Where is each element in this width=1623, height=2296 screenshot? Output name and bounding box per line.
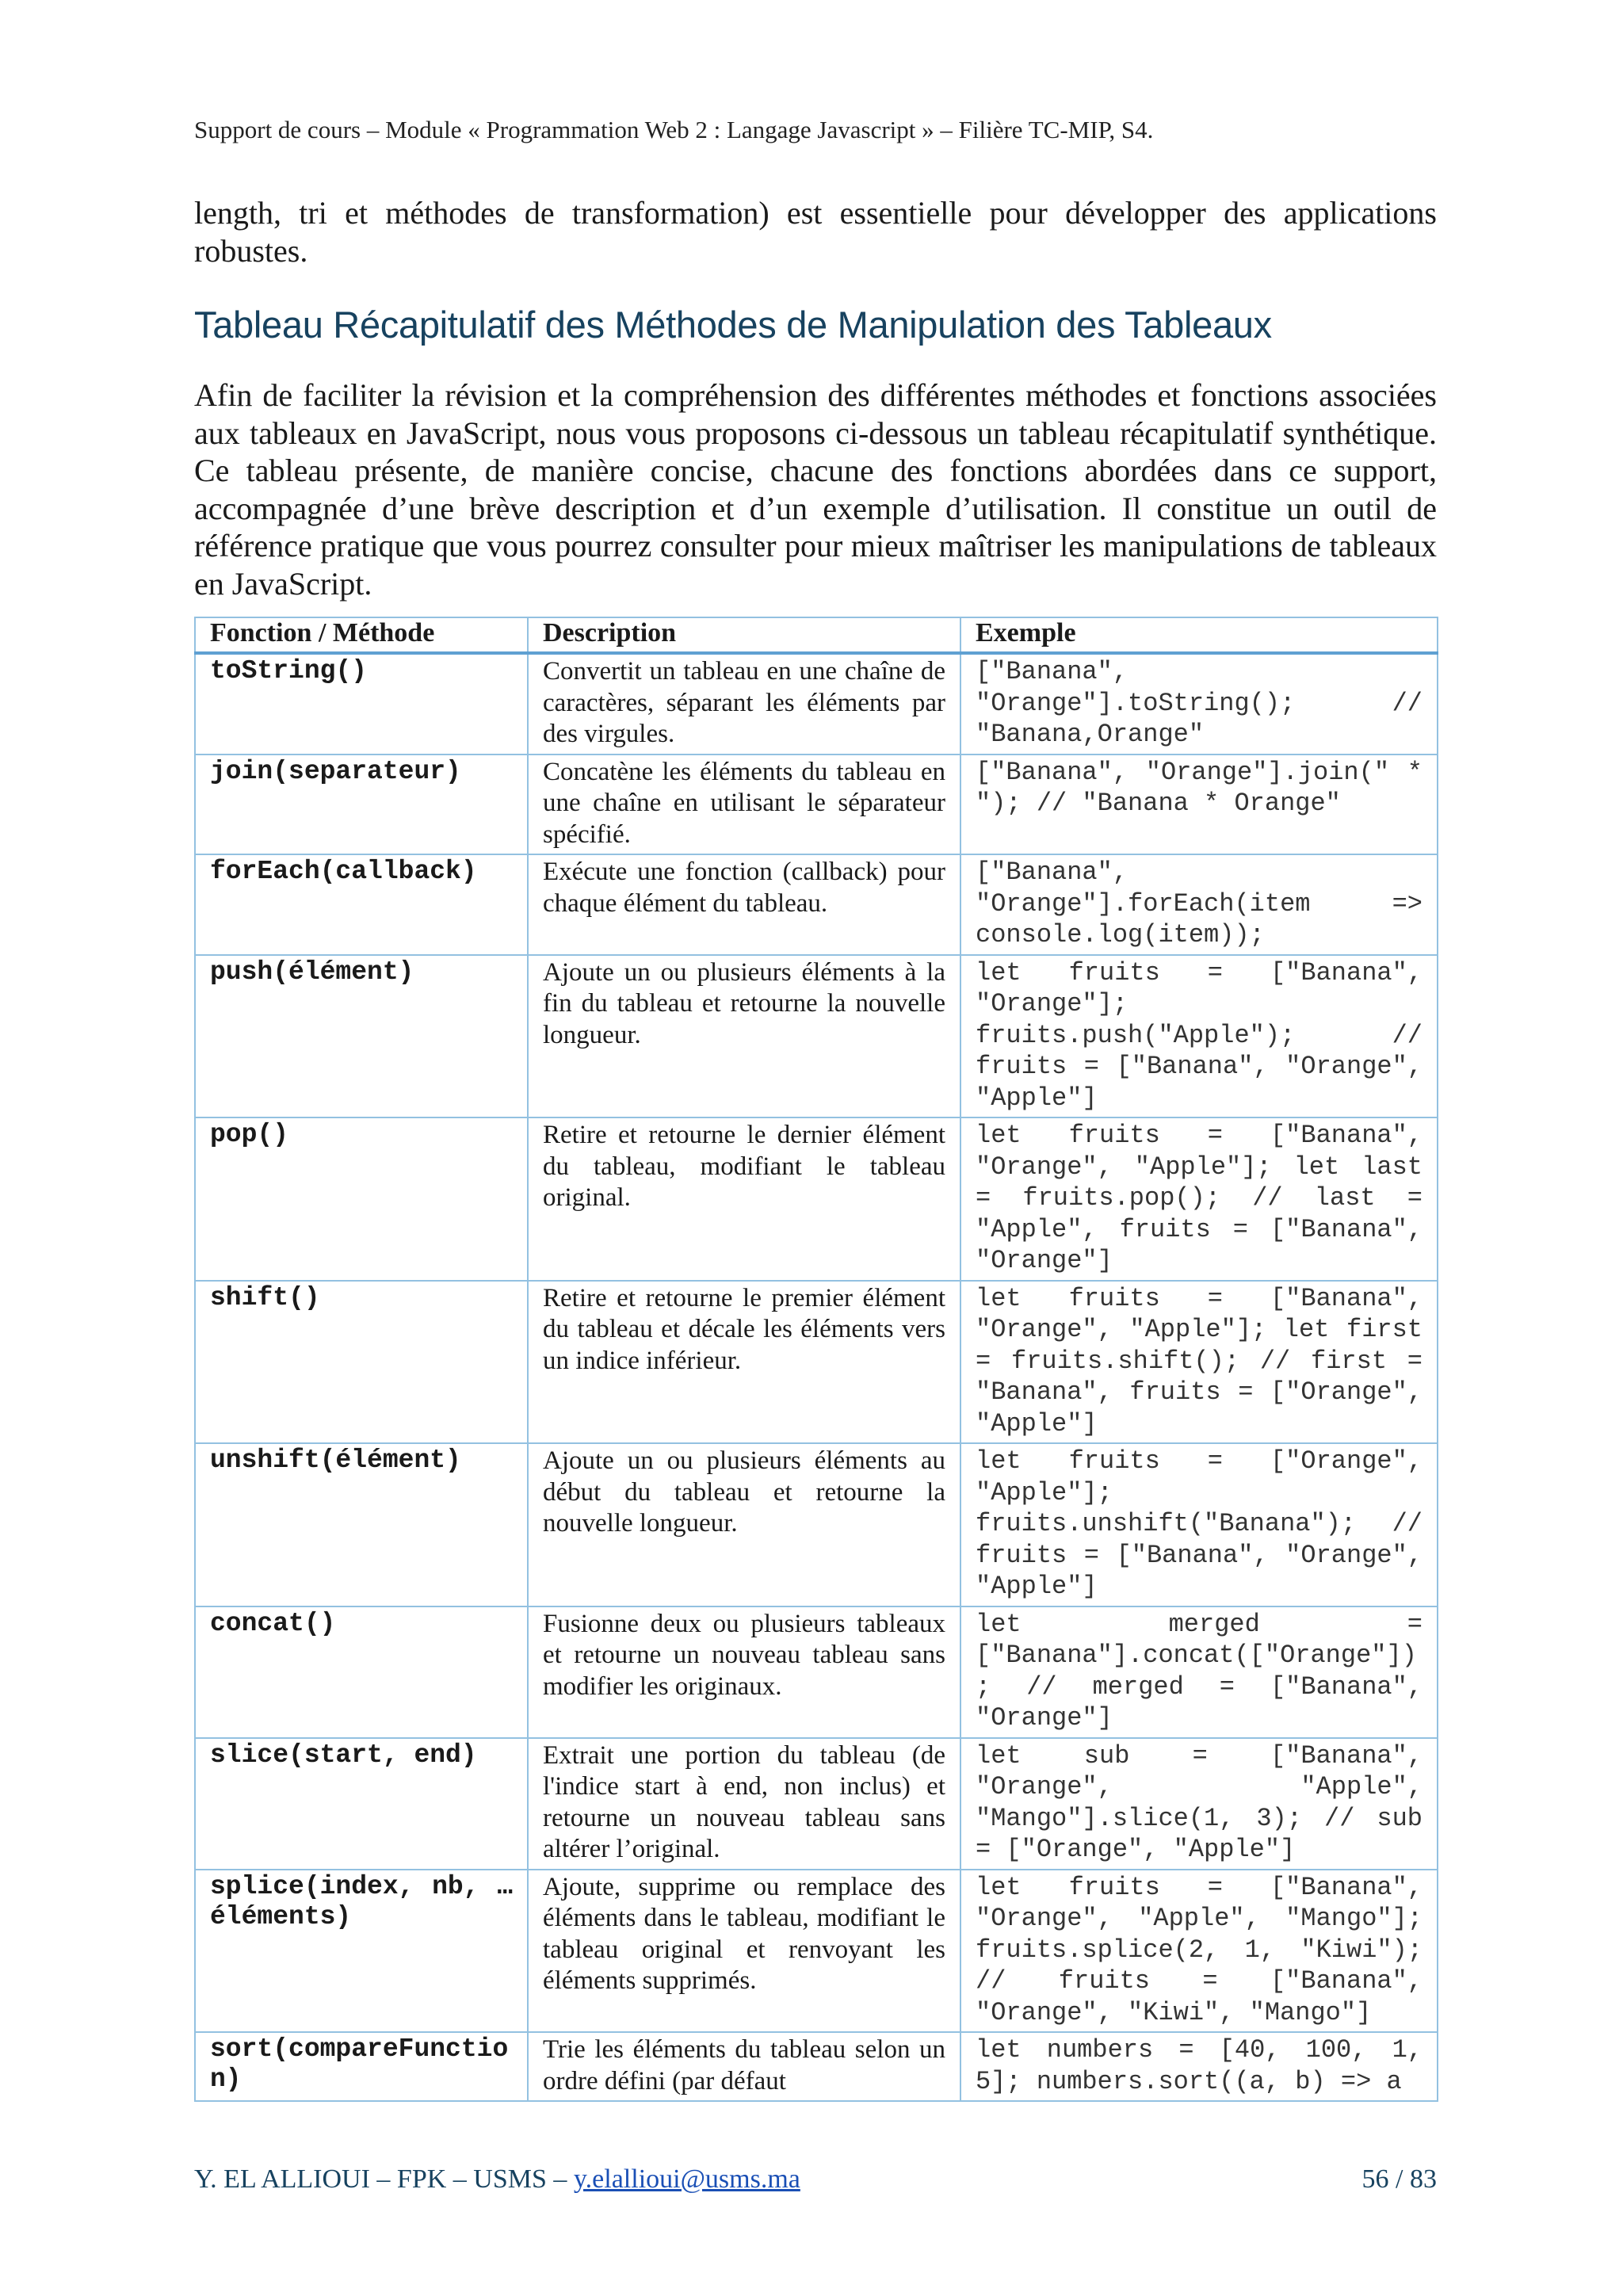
method-description: Convertit un tableau en une chaîne de caractères, séparant les éléments par des virgules. — [528, 653, 960, 755]
page-number: 56 / 83 — [1361, 2164, 1437, 2194]
table-row — [195, 955, 1438, 1118]
method-description: Concatène les éléments du tableau en une chaîne en utilisant le séparateur spécifié. — [528, 755, 960, 855]
method-description: Extrait une portion du tableau (de l'indice start à end, non inclus) et retourne un nouveau tableau sans altérer l’original. — [528, 1738, 960, 1870]
page-footer — [194, 2164, 1437, 2195]
table-row — [195, 755, 1438, 855]
method-description: Trie les éléments du tableau selon un ordre défini (par défaut — [528, 2032, 960, 2101]
method-description: Ajoute, supprime ou remplace des éléments dans le tableau, modifiant le tableau original et renvoyant les éléments supprimés. — [528, 1870, 960, 2033]
method-example: let fruits = ["Banana", "Orange", "Apple", "Mango"]; fruits.splice(2, 1, "Kiwi"); // fruits = ["Banana", "Orange", "Kiwi", "Mango"] — [960, 1870, 1438, 2033]
method-example: let fruits = ["Orange", "Apple"]; fruits.unshift("Banana"); // fruits = ["Banana", "Orange", "Apple"] — [960, 1443, 1438, 1606]
header-function: Fonction / Méthode — [195, 617, 528, 653]
method-example: ["Banana", "Orange"].forEach(item => console.log(item)); — [960, 854, 1438, 955]
method-example: let sub = ["Banana", "Orange", "Apple", "Mango"].slice(1, 3); // sub = ["Orange", "Apple"] — [960, 1738, 1438, 1870]
method-name: concat() — [195, 1606, 528, 1738]
header-example: Exemple — [960, 617, 1438, 653]
method-description: Fusionne deux ou plusieurs tableaux et retourne un nouveau tableau sans modifier les originaux. — [528, 1606, 960, 1738]
table-row — [195, 1870, 1438, 2033]
method-name: toString() — [195, 653, 528, 755]
method-name: splice(index, nb, …éléments) — [195, 1870, 528, 2033]
page-header: Support de cours – Module « Programmation Web 2 : Langage Javascript » – Filière TC-MIP, S4. — [194, 116, 1154, 143]
method-example: let merged = ["Banana"].concat(["Orange"]); // merged = ["Banana", "Orange"] — [960, 1606, 1438, 1738]
table-row — [195, 1738, 1438, 1870]
table-row — [195, 1443, 1438, 1606]
method-example: let fruits = ["Banana", "Orange", "Apple"]; let first = fruits.shift(); // first = "Banana", fruits = ["Orange", "Apple"] — [960, 1281, 1438, 1444]
method-description: Ajoute un ou plusieurs éléments à la fin du tableau et retourne la nouvelle longueur. — [528, 955, 960, 1118]
header-description: Description — [528, 617, 960, 653]
intro-paragraph: Afin de faciliter la révision et la compréhension des différentes méthodes et fonctions associées aux tableaux en JavaScript, nous vous proposons ci-dessous un tableau récapitulatif synthétique. Ce tableau présente, de manière concise, chacune des fonctions abordées dans ce support, accompagnée d’une brève description et d’un exemple d’utilisation. Il constitue un outil de référence pratique que vous pourrez consulter pour mieux maîtriser les manipulations de tableaux en JavaScript. — [194, 377, 1437, 602]
table-row — [195, 854, 1438, 955]
method-example: ["Banana", "Orange"].toString(); // "Banana,Orange" — [960, 653, 1438, 755]
footer-author: Y. EL ALLIOUI – FPK – USMS – — [194, 2164, 574, 2194]
method-example: let numbers = [40, 100, 1, 5]; numbers.sort((a, b) => a — [960, 2032, 1438, 2101]
method-example: ["Banana", "Orange"].join(" * "); // "Banana * Orange" — [960, 755, 1438, 855]
methods-table — [194, 617, 1438, 2102]
table-row — [195, 653, 1438, 755]
table-row — [195, 1117, 1438, 1281]
intro-text: length, tri et méthodes de transformation) est essentielle pour développer des applications robustes. — [194, 195, 1437, 269]
section-title: Tableau Récapitulatif des Méthodes de Manipulation des Tableaux — [194, 304, 1272, 346]
method-description: Exécute une fonction (callback) pour chaque élément du tableau. — [528, 854, 960, 955]
table-row — [195, 1606, 1438, 1738]
method-name: pop() — [195, 1117, 528, 1281]
footer-email-link[interactable]: y.elallioui@usms.ma — [573, 2164, 800, 2194]
method-description: Ajoute un ou plusieurs éléments au début du tableau et retourne la nouvelle longueur. — [528, 1443, 960, 1606]
method-description: Retire et retourne le dernier élément du tableau, modifiant le tableau original. — [528, 1117, 960, 1281]
table-row — [195, 2032, 1438, 2101]
method-name: forEach(callback) — [195, 854, 528, 955]
method-name: push(élément) — [195, 955, 528, 1118]
method-name: unshift(élément) — [195, 1443, 528, 1606]
method-name: sort(compareFunction) — [195, 2032, 528, 2101]
method-description: Retire et retourne le premier élément du tableau et décale les éléments vers un indice inférieur. — [528, 1281, 960, 1444]
method-example: let fruits = ["Banana", "Orange"]; fruits.push("Apple"); // fruits = ["Banana", "Orange", "Apple"] — [960, 955, 1438, 1118]
method-name: slice(start, end) — [195, 1738, 528, 1870]
method-name: shift() — [195, 1281, 528, 1444]
method-name: join(separateur) — [195, 755, 528, 855]
method-example: let fruits = ["Banana", "Orange", "Apple"]; let last = fruits.pop(); // last = "Apple", fruits = ["Banana", "Orange"] — [960, 1117, 1438, 1281]
table-row — [195, 1281, 1438, 1444]
table-header-row — [195, 617, 1438, 653]
